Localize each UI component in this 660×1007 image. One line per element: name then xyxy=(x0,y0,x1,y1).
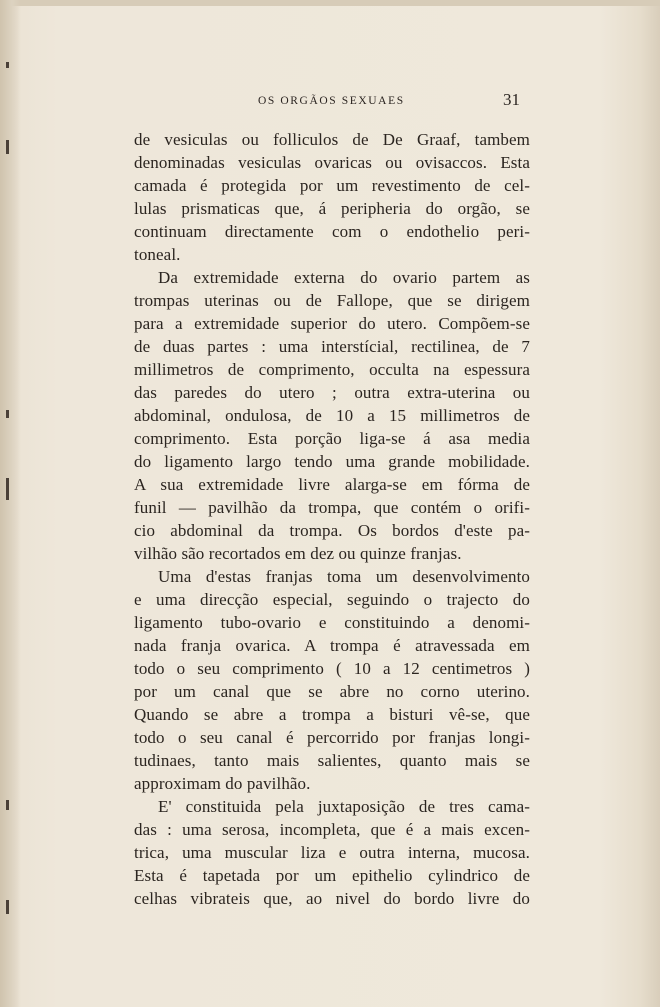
text-line: das : uma serosa, incompleta, que é a mais excen- xyxy=(134,820,530,839)
text-line: todo o seu canal é percorrido por franjas longi- xyxy=(134,728,530,747)
binding-mark xyxy=(6,800,9,810)
text-line: Quando se abre a trompa a bisturi vê-se, que xyxy=(134,705,530,724)
text-line: continuam directamente com o endothelio peri- xyxy=(134,222,530,241)
text-line: do ligamento largo tendo uma grande mobilidade. xyxy=(134,452,530,471)
text-line: de duas partes : uma interstícial, rectilinea, de 7 xyxy=(134,337,530,356)
text-line: millimetros de comprimento, occulta na espessura xyxy=(134,360,530,379)
text-line: nada franja ovarica. A trompa é atravessada em xyxy=(134,636,530,655)
text-line: abdominal, ondulosa, de 10 a 15 millimetros de xyxy=(134,406,530,425)
text-line: para a extremidade superior do utero. Compõem-se xyxy=(134,314,530,333)
text-line: ligamento tubo-ovario e constituindo a denomi- xyxy=(134,613,530,632)
binding-mark xyxy=(6,900,9,914)
text-line: Esta é tapetada por um epithelio cylindrico de xyxy=(134,866,530,885)
binding-mark xyxy=(6,478,9,500)
text-line: comprimento. Esta porção liga-se á asa media xyxy=(134,429,530,448)
text-line: trica, uma muscular liza e outra interna, mucosa. xyxy=(134,843,530,862)
binding-mark xyxy=(6,410,9,418)
text-line: tudinaes, tanto mais salientes, quanto mais se xyxy=(134,751,530,770)
text-line: Da extremidade externa do ovario partem as xyxy=(158,268,530,287)
text-line: Uma d'estas franjas toma um desenvolvimento xyxy=(158,567,530,586)
text-line: celhas vibrateis que, ao nivel do bordo livre do xyxy=(134,889,530,908)
page-top-edge xyxy=(0,0,660,6)
binding-mark xyxy=(6,140,9,154)
page-number: 31 xyxy=(503,90,520,109)
text-line: e uma direcção especial, seguindo o trajecto do xyxy=(134,590,530,609)
running-header: OS ORGÃOS SEXUAES xyxy=(258,95,405,107)
text-line: das paredes do utero ; outra extra-uterina ou xyxy=(134,383,530,402)
body-text xyxy=(134,128,530,910)
text-line: denominadas vesiculas ovaricas ou ovisaccos. Esta xyxy=(134,153,530,172)
text-line: vilhão são recortados em dez ou quinze franjas. xyxy=(134,544,462,563)
text-line: funil — pavilhão da trompa, que contém o orifi- xyxy=(134,498,530,517)
text-line: todo o seu comprimento ( 10 a 12 centimetros ) xyxy=(134,659,530,678)
text-line: approximam do pavilhão. xyxy=(134,774,311,793)
text-line: lulas prismaticas que, á peripheria do orgão, se xyxy=(134,199,530,218)
text-line: camada é protegida por um revestimento de cel- xyxy=(134,176,530,195)
binding-mark xyxy=(6,62,9,68)
text-line: trompas uterinas ou de Fallope, que se dirigem xyxy=(134,291,530,310)
text-line: toneal. xyxy=(134,245,181,264)
text-line: cio abdominal da trompa. Os bordos d'este pa- xyxy=(134,521,530,540)
page-binding xyxy=(0,0,20,1007)
text-line: por um canal que se abre no corno uterino. xyxy=(134,682,530,701)
text-line: E' constituida pela juxtaposição de tres cama- xyxy=(158,797,530,816)
text-line: de vesiculas ou folliculos de De Graaf, tambem xyxy=(134,130,530,149)
text-line: A sua extremidade livre alarga-se em fórma de xyxy=(134,475,530,494)
